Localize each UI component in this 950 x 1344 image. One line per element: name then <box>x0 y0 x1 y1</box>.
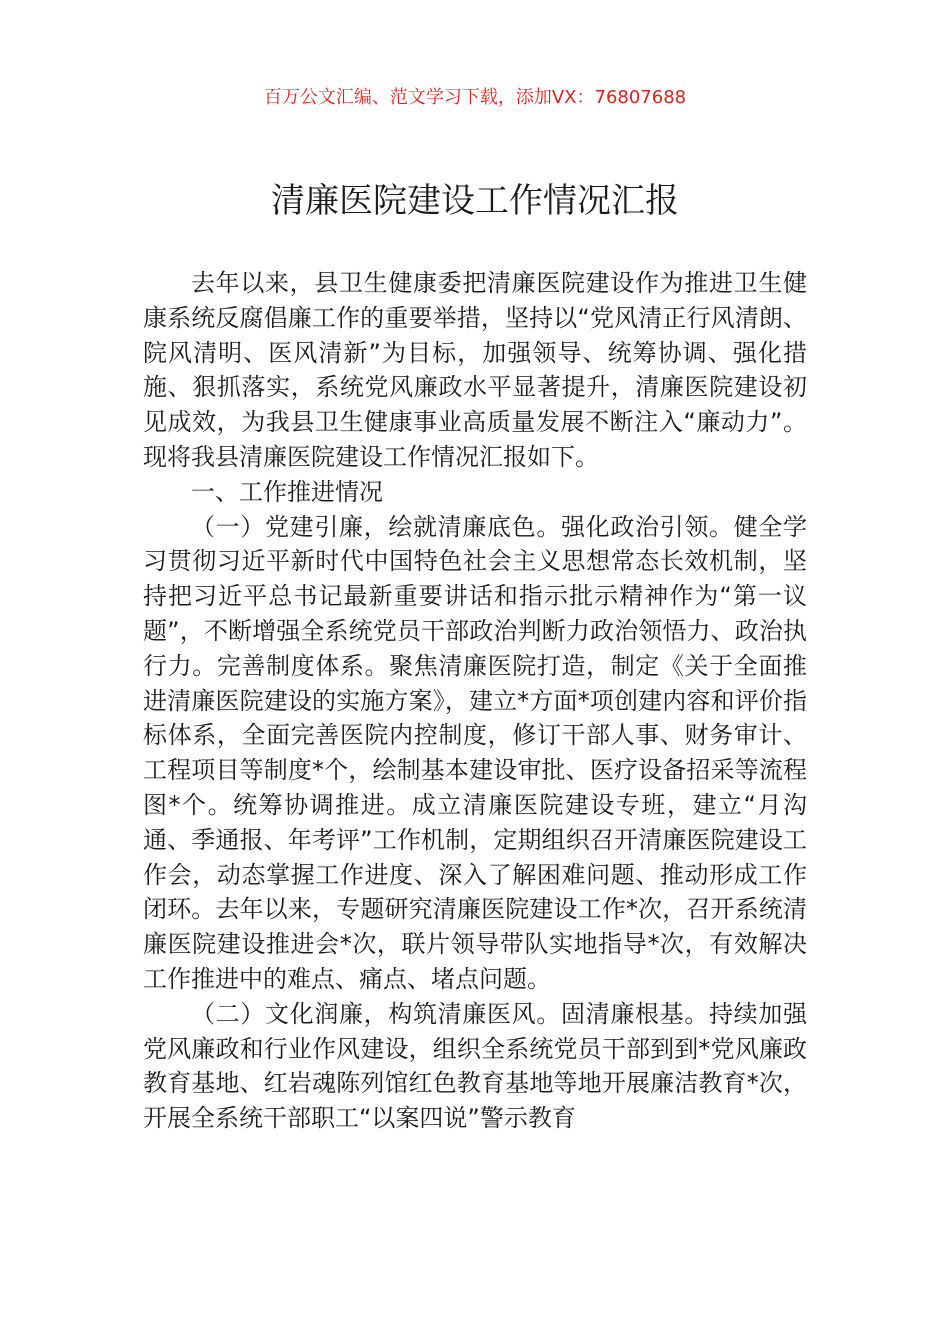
document-body <box>143 266 807 1136</box>
document-title: 清廉医院建设工作情况汇报 <box>271 181 679 221</box>
body-paragraph: （二）文化润廉，构筑清廉医风。固清廉根基。持续加强党风廉政和行业作风建设，组织全系统党员干部到到*党风廉政教育基地、红岩魂陈列馆红色教育基地等地开展廉洁教育*次，开展全系统干部职工“以案四说”警示教育 <box>143 999 807 1133</box>
header-banner: 百万公文汇编、范文学习下载，添加VX：76807688 <box>263 87 687 108</box>
body-paragraph: （一）党建引廉，绘就清廉底色。强化政治引领。健全学习贯彻习近平新时代中国特色社会主义思想常态长效机制，坚持把习近平总书记最新重要讲话和指示批示精神作为“第一议题”，不断增强全系统党员干部政治判断力政治领悟力、政治执行力。完善制度体系。聚焦清廉医院打造，制定《关于全面推进清廉医院建设的实施方案》，建立*方面*项创建内容和评价指标体系，全面完善医院内控制度，修订干部人事、财务审计、工程项目等制度*个，绘制基本建设审批、医疗设备招采等流程图*个。统筹协调推进。成立清廉医院建设专班，建立“月沟通、季通报、年考评”工作机制，定期组织召开清廉医院建设工作会，动态掌握工作进度、深入了解困难问题、推动形成工作闭环。去年以来，专题研究清廉医院建设工作*次，召开系统清廉医院建设推进会*次，联片领导带队实地指导*次，有效解决工作推进中的难点、痛点、堵点问题。 <box>143 512 807 993</box>
body-paragraph: 去年以来，县卫生健康委把清廉医院建设作为推进卫生健康系统反腐倡廉工作的重要举措，坚持以“党风清正行风清朗、院风清明、医风清新”为目标，加强领导、统筹协调、强化措施、狠抓落实，系统党风廉政水平显著提升，清廉医院建设初见成效，为我县卫生健康事业高质量发展不断注入“廉动力”。现将我县清廉医院建设工作情况汇报如下。 <box>143 269 807 471</box>
section-heading: 一、工作推进情况 <box>191 477 383 506</box>
